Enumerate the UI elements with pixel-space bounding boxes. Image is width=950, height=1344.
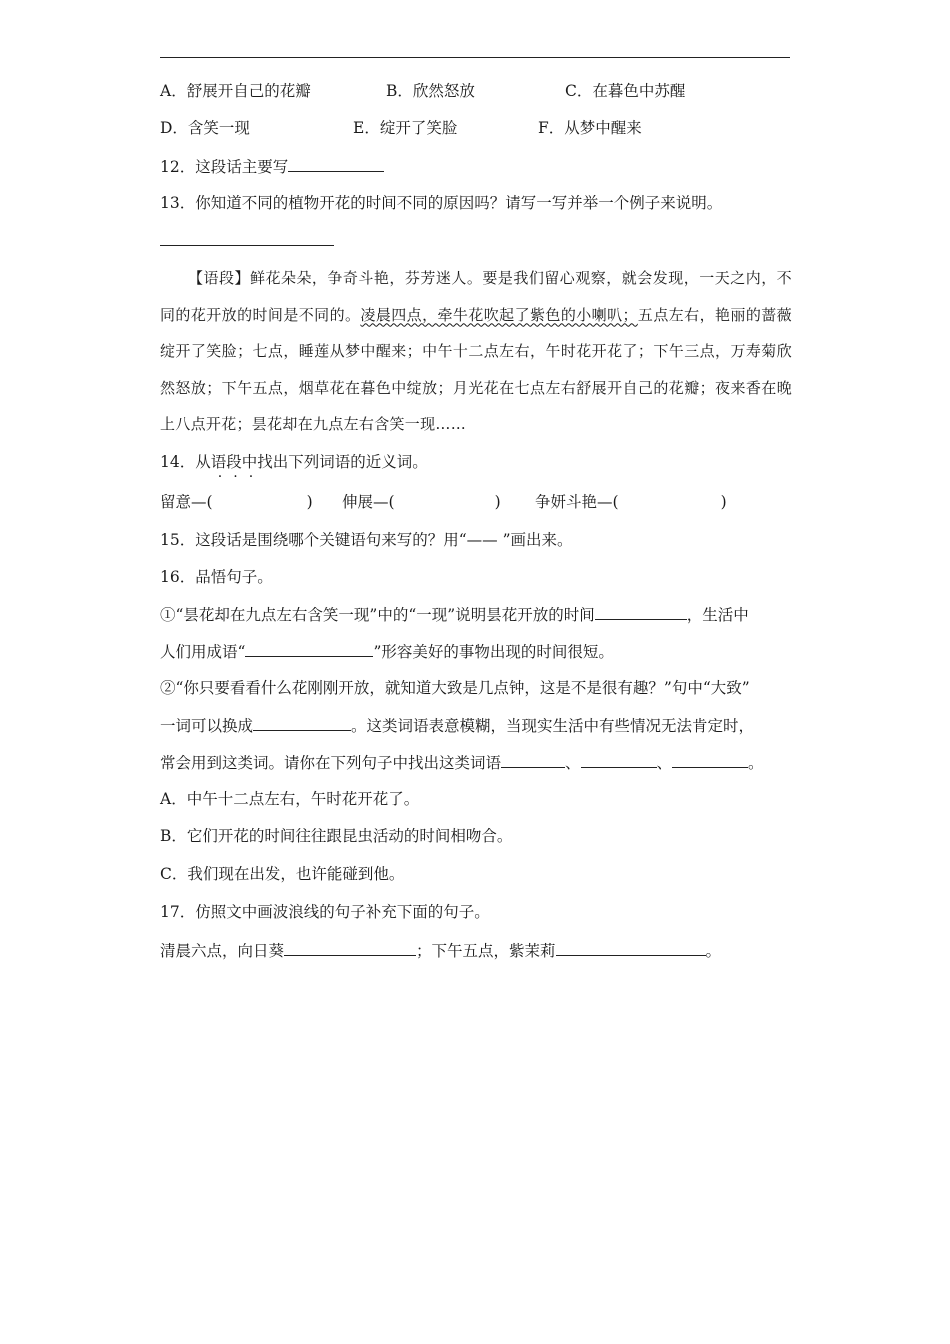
separator: 、 — [656, 754, 673, 772]
answer-blank[interactable] — [245, 641, 373, 657]
dotted-char: 中 — [241, 453, 258, 471]
option-e: E．绽开了笑脸 — [353, 119, 458, 137]
option-c: C．在暮色中苏醒 — [565, 82, 686, 100]
option-d: D．含笑一现 — [160, 119, 250, 137]
sentence-c: C．我们现在出发，也许能碰到他。 — [160, 865, 405, 883]
question-16-2-line2 — [160, 715, 754, 736]
question-16-1-line1 — [160, 604, 749, 625]
question-13-answer-line[interactable] — [160, 230, 334, 251]
text: 一词可以换成 — [160, 717, 254, 735]
close-paren: ) — [306, 493, 313, 511]
text: 常会用到这类词。请你在下列句子中找出这类词语 — [160, 754, 502, 772]
text: 。这类词语表意模糊，当现实生活中有些情况无法肯定时， — [351, 717, 755, 735]
synonym-item-c — [535, 492, 727, 512]
answer-blank[interactable] — [556, 940, 706, 956]
sentence-b: B．它们开花的时间往往跟昆虫活动的时间相吻合。 — [160, 827, 513, 845]
passage — [160, 260, 792, 443]
question-16-2-line1: ②“你只要看看什么花刚刚开放，就知道大致是几点钟，这是不是很有趣？”句中“大致” — [160, 679, 750, 697]
close-paren: ) — [494, 493, 501, 511]
text: ，生活中 — [686, 606, 749, 624]
passage-wavy-sentence: 凌晨四点，牵牛花吹起了紫色的小喇叭； — [360, 305, 638, 324]
separator: 、 — [565, 754, 581, 772]
question-17: 17．仿照文中画波浪线的句子补充下面的句子。 — [160, 903, 490, 921]
answer-blank[interactable] — [253, 715, 351, 731]
answer-blank[interactable] — [672, 752, 748, 768]
question-16: 16．品悟句子。 — [160, 568, 273, 586]
passage-part-1: 鲜花朵朵，争奇斗艳，芬芳迷人。要是我们留心观察，就会发现，一天之内，不同的花开放的时间是不同的。 — [160, 269, 792, 324]
question-12 — [160, 156, 384, 177]
option-a: A．舒展开自己的花瓣 — [160, 82, 311, 100]
dotted-char: 语 — [210, 453, 227, 471]
answer-blank[interactable] — [288, 156, 384, 172]
passage-tag: 【语段】 — [188, 269, 250, 287]
text: ；下午五点，紫茉莉 — [416, 942, 556, 960]
text: ”形容美好的事物出现的时间很短。 — [373, 643, 614, 661]
question-15: 15．这段话是围绕哪个关键语句来写的？用“—— ”画出来。 — [160, 531, 573, 549]
header-rule — [160, 57, 790, 58]
answer-blank[interactable] — [160, 230, 334, 246]
question-14-suffix: 找出下列词语的近义词。 — [257, 453, 428, 471]
period: 。 — [705, 942, 722, 960]
text: ①“昙花却在九点左右含笑一现”中的“一现”说明昙花开放的时间 — [160, 606, 595, 624]
dotted-char: 段 — [226, 453, 242, 471]
synonym-label: 留意—( — [160, 493, 213, 511]
passage-part-3: 五点左右，艳丽的蔷薇绽开了笑脸；七点，睡莲从梦中醒来；中午十二点左右，午时花开花了；下午三点，万寿菊欣然怒放；下午五点，烟草花在暮色中绽放；月光花在七点左右舒展开自己的花瓣；夜来香在晚上八点开花；昙花却在九点左右含笑一现…… — [160, 305, 792, 433]
answer-blank[interactable] — [284, 940, 416, 956]
synonym-item-a — [160, 492, 313, 512]
period: 。 — [748, 754, 764, 772]
text: 人们用成语“ — [160, 643, 246, 661]
question-12-text: 12．这段话主要写 — [160, 158, 289, 176]
text: 清晨六点，向日葵 — [160, 942, 285, 960]
synonym-label: 伸展—( — [342, 493, 395, 511]
synonym-label: 争妍斗艳—( — [535, 493, 619, 511]
option-b: B．欣然怒放 — [386, 82, 475, 100]
question-14-prefix: 14．从 — [160, 453, 211, 471]
answer-blank[interactable] — [501, 752, 565, 768]
answer-blank[interactable] — [581, 752, 657, 768]
synonym-item-b — [342, 492, 501, 512]
question-13: 13．你知道不同的植物开花的时间不同的原因吗？请写一写并举一个例子来说明。 — [160, 194, 723, 212]
question-16-2-line3 — [160, 752, 764, 773]
answer-blank[interactable] — [595, 604, 687, 620]
option-f: F．从梦中醒来 — [538, 119, 642, 137]
question-16-1-line2 — [160, 641, 614, 662]
question-17-fill — [160, 940, 721, 961]
close-paren: ) — [720, 493, 727, 511]
question-14 — [160, 452, 428, 472]
sentence-a: A．中午十二点左右，午时花开花了。 — [160, 790, 420, 808]
